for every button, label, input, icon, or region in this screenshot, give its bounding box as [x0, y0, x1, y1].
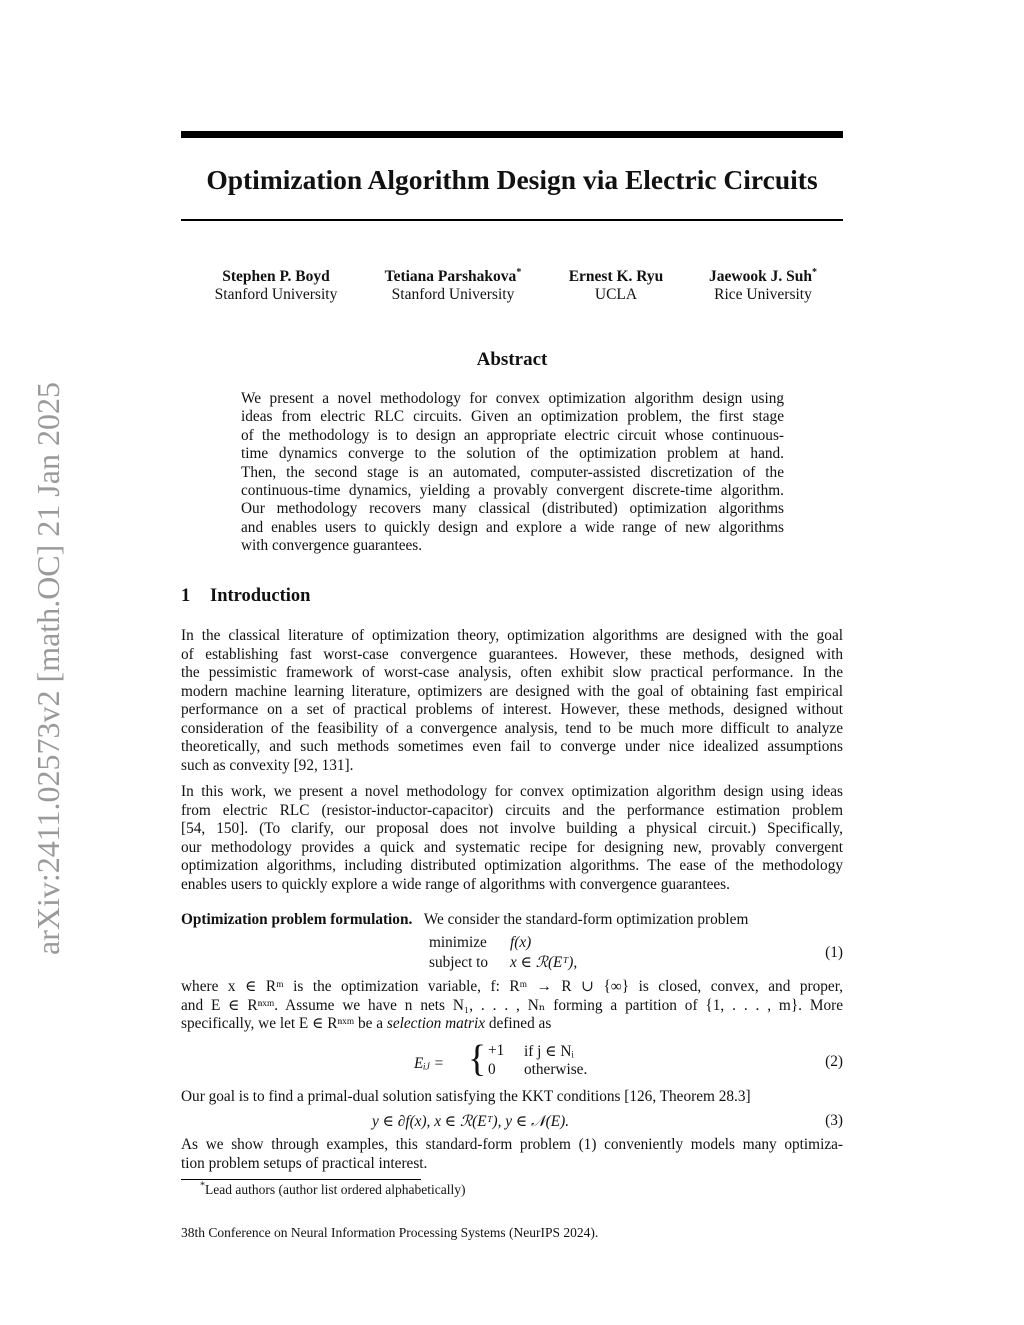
abstract-heading: Abstract: [476, 349, 548, 370]
paragraph-line: optimization algorithms, including distributed optimization algorithms. The ease of the methodology: [181, 857, 843, 874]
text-run: defined as: [488, 1015, 552, 1032]
abstract-line: We present a novel methodology for convex optimization algorithm design using: [241, 390, 784, 407]
intro-paragraph-1: [181, 627, 843, 775]
paragraph-line: the pessimistic framework of worst-case analysis, often exhibit slow practical performance. In the: [181, 664, 843, 681]
paragraph-line: [181, 1015, 843, 1034]
equation-number: (1): [825, 944, 843, 961]
formulation-paragraph: [181, 978, 843, 1034]
abstract-line: and enables users to quickly design and explore a wide range of new algorithms: [241, 518, 784, 536]
paragraph-line: performance on a set of practical problems of interest. However, these methods, designed without: [181, 701, 843, 718]
abstract-line: ideas from electric RLC circuits. Given an optimization problem, the first stage: [241, 408, 784, 426]
abstract-body: [241, 390, 784, 556]
equation-1-row-2: [429, 953, 577, 972]
author-name: Ernest K. Ryu: [568, 268, 664, 285]
arxiv-identifier: arXiv:2411.02573v2 [math.OC] 21 Jan 2025: [30, 382, 66, 955]
equation-3: y ∈ ∂f(x), x ∈ ℛ(Eᵀ), y ∈ 𝒩(E).: [372, 1113, 570, 1130]
paragraph-line: [54, 150]. (To clarify, our proposal does not involve building a physical circuit.) Specifically,: [181, 820, 843, 837]
equation-number: (2): [825, 1053, 843, 1070]
author-mark: *: [516, 266, 522, 278]
footnote-rule: [181, 1179, 421, 1180]
paragraph-line: modern machine learning literature, optimizers are designed with the goal of obtaining fast empirical: [181, 682, 843, 700]
eq-expr: f(x): [510, 934, 532, 951]
paragraph-line: tion problem setups of practical interest.: [181, 1154, 428, 1172]
case-value: +1: [488, 1042, 505, 1059]
paragraph-line: where x ∈ Rᵐ is the optimization variable, f: Rᵐ → R ∪ {∞} is closed, convex, and proper,: [181, 978, 843, 995]
abstract-line: time dynamics converge to the solution of the optimization problem at hand.: [241, 445, 784, 463]
eq-label: minimize: [429, 934, 487, 951]
author-affiliation: UCLA: [594, 286, 638, 303]
title-top-rule: [181, 131, 843, 138]
case-value: 0: [488, 1061, 496, 1078]
section-heading: [181, 586, 310, 607]
author-affiliation: Rice University: [714, 286, 812, 303]
formulation-lead: [181, 911, 843, 930]
intro-paragraph-2: [181, 783, 843, 894]
paragraph-line: of establishing fast worst-case convergence guarantees. However, these methods, designed with: [181, 645, 843, 663]
author-block: [690, 268, 836, 304]
author-mark: *: [811, 266, 817, 278]
author-block: [370, 268, 536, 304]
abstract-line: Then, the second stage is an automated, computer-assisted discretization of the: [241, 463, 784, 481]
venue-line: 38th Conference on Neural Information Processing Systems (NeurIPS 2024).: [181, 1225, 599, 1240]
text-run: specifically, we let E ∈ Rⁿˣᵐ be a: [181, 1015, 384, 1032]
paragraph-text: We consider the standard-form optimization problem: [423, 911, 749, 928]
paragraph-text: Our goal is to find a primal-dual solution satisfying the KKT conditions [126, Theorem 28.3]: [181, 1088, 751, 1105]
author-block: [200, 268, 352, 304]
paragraph-line: consideration of the feasibility of a convergence analysis, tend to be much more difficult to analyze: [181, 719, 843, 737]
title-bottom-rule: [181, 219, 843, 221]
paragraph-heading: Optimization problem formulation.: [181, 911, 413, 928]
paragraph-line: In this work, we present a novel methodology for convex optimization algorithm design using ideas: [181, 783, 843, 800]
author-affiliation: Stanford University: [391, 286, 515, 303]
paragraph-line: enables users to quickly explore a wide range of algorithms with convergence guarantees.: [181, 875, 730, 893]
abstract-line: with convergence guarantees.: [241, 537, 423, 555]
paper-title: Optimization Algorithm Design via Electric Circuits: [206, 164, 818, 195]
goal-line: [181, 1088, 843, 1107]
footnote: [200, 1182, 466, 1198]
footnote-text: Lead authors (author list ordered alphabetically): [205, 1182, 466, 1197]
author-name: Tetiana Parshakova: [384, 268, 517, 285]
footnote-mark: *: [200, 1180, 205, 1192]
author-name: Stephen P. Boyd: [222, 268, 330, 285]
paragraph-line: In the classical literature of optimization theory, optimization algorithms are designed with the goal: [181, 627, 843, 644]
paragraph-line: such as convexity [92, 131].: [181, 756, 354, 774]
section-title: Introduction: [210, 586, 311, 606]
emphasis: selection matrix: [386, 1015, 486, 1032]
author-affiliation: Stanford University: [214, 286, 338, 303]
eq-expr: x ∈ ℛ(Eᵀ),: [510, 954, 578, 971]
paragraph-line: and E ∈ Rⁿˣᵐ. Assume we have n nets N₁, . . . , Nₙ forming a partition of {1, . . . , m}. More: [181, 996, 843, 1014]
closing-paragraph: [181, 1136, 843, 1173]
author-block: [556, 268, 676, 304]
paragraph-line: from electric RLC (resistor-inductor-capacitor) circuits and the performance estimation problem: [181, 801, 843, 819]
abstract-line: continuous-time dynamics, yielding a provably convergent discrete-time algorithm.: [241, 481, 784, 499]
case-condition: otherwise.: [524, 1061, 588, 1078]
author-name: Jaewook J. Suh: [709, 268, 812, 285]
paragraph-line: As we show through examples, this standard-form problem (1) conveniently models many optimiza-: [181, 1136, 843, 1153]
left-brace-icon: {: [468, 1038, 487, 1080]
eq-lhs: Eᵢⱼ =: [414, 1055, 444, 1072]
eq-label: subject to: [429, 954, 489, 971]
abstract-line: Our methodology recovers many classical (distributed) optimization algorithms: [241, 500, 784, 518]
equation-number: (3): [825, 1112, 843, 1129]
case-condition: if j ∈ Nᵢ: [524, 1043, 574, 1060]
section-number: 1: [181, 586, 191, 606]
paragraph-line: our methodology provides a quick and systematic recipe for designing new, provably convergent: [181, 838, 843, 856]
paragraph-line: theoretically, and such methods sometimes even fail to converge under nice idealized assumptions: [181, 738, 843, 755]
abstract-line: of the methodology is to design an appropriate electric circuit whose continuous-: [241, 426, 784, 444]
equation-1-row-1: [429, 934, 531, 952]
